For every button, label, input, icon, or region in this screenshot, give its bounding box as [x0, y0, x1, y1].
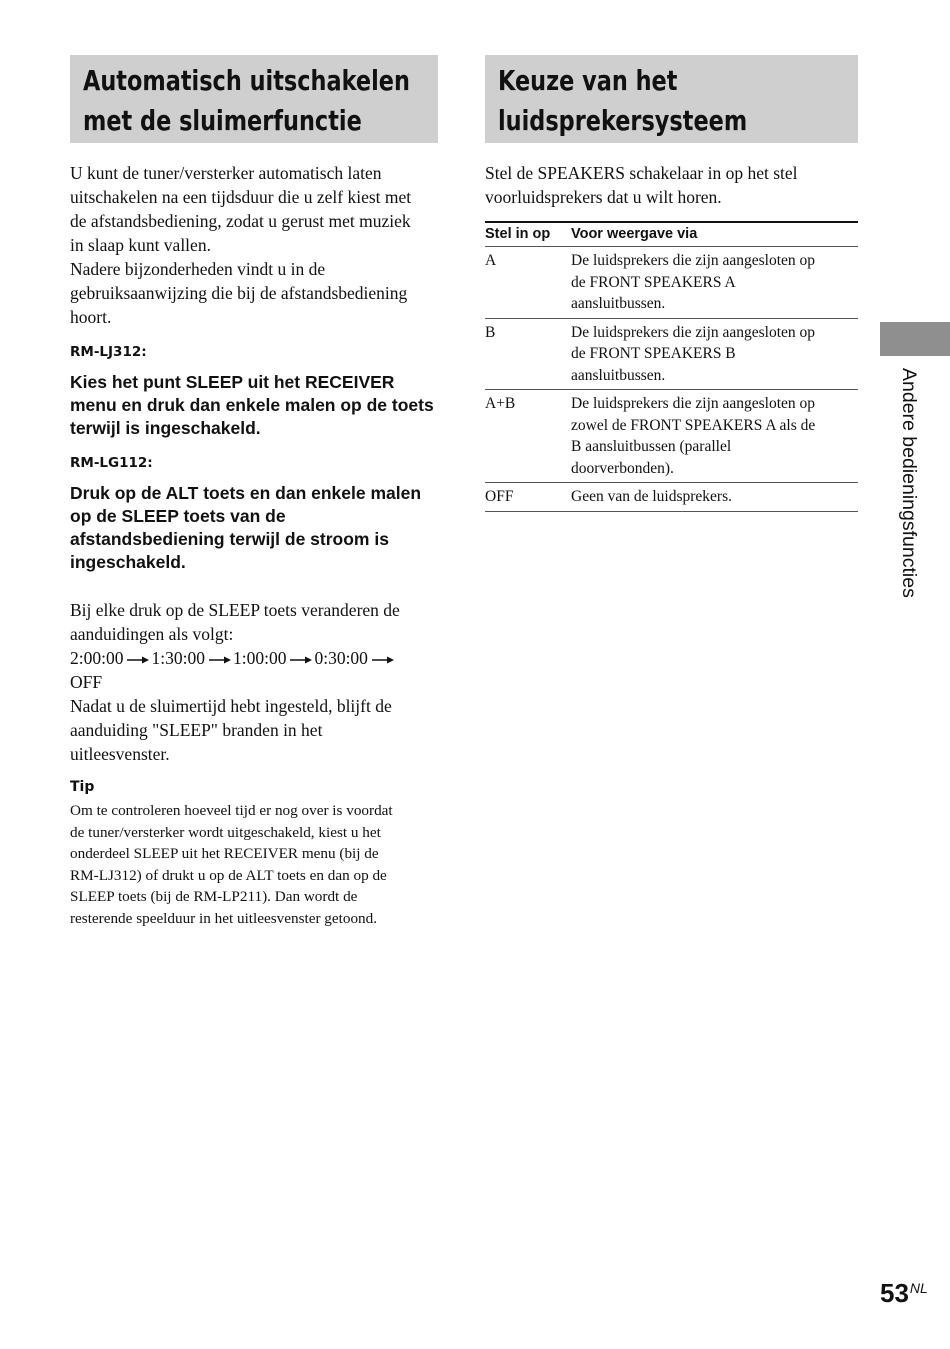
- setting-cell: OFF: [485, 483, 571, 512]
- right-column: [485, 55, 858, 512]
- text-line: uitleesvenster.: [70, 744, 170, 764]
- table-header-row: [485, 222, 858, 247]
- text-line: de FRONT SPEAKERS B: [571, 345, 736, 362]
- arrow-right-icon: [209, 655, 231, 665]
- text-line: resterende speelduur in het uitleesvenster getoond.: [70, 909, 378, 927]
- arrow-right-icon: [127, 655, 149, 665]
- chapter-side-label: [886, 368, 922, 633]
- text-line: aansluitbussen.: [571, 295, 666, 312]
- text-line: gebruiksaanwijzing die bij de afstandsbediening: [70, 283, 408, 303]
- text-line: De luidsprekers die zijn aangesloten op: [571, 323, 816, 341]
- text-line: Geen van de luidsprekers.: [571, 488, 732, 505]
- title-line-1: Automatisch uitschakelen: [83, 64, 410, 97]
- text-line: de afstandsbediening, zodat u gerust met muziek: [70, 211, 411, 231]
- instruction-lg112: Druk op de ALT toets en dan enkele malen op de SLEEP toets van de afstandsbediening terwijl de stroom is ingeschakeld.: [70, 483, 422, 572]
- sequence-step: 2:00:00: [70, 648, 124, 668]
- text-line: De luidsprekers die zijn aangesloten op: [571, 252, 816, 269]
- title-line-1: Keuze van het: [498, 64, 678, 97]
- sequence-step: 1:30:00: [151, 648, 205, 668]
- speakers-intro: [485, 161, 858, 209]
- text-line: B aansluitbussen (parallel: [571, 438, 732, 455]
- text-line: Bij elke druk op de SLEEP toets veranderen de: [70, 600, 400, 620]
- title-line-2: luidsprekersysteem: [498, 104, 748, 137]
- table-row: [485, 483, 858, 512]
- section-heading-sleep: [70, 55, 438, 143]
- text-line: voorluidsprekers dat u wilt horen.: [485, 187, 722, 207]
- text-line: De luidsprekers die zijn aangesloten op: [571, 395, 816, 412]
- text-line: doorverbonden).: [571, 459, 674, 477]
- section-heading-speakers: [485, 55, 858, 143]
- left-column: [70, 55, 438, 929]
- description-cell: [571, 247, 858, 319]
- chapter-side-text: Andere bedieningsfuncties: [898, 368, 920, 598]
- text-line: de tuner/versterker wordt uitgeschakeld, kiest u het: [70, 823, 381, 841]
- page-language-suffix: NL: [909, 1280, 928, 1296]
- remote-label-lg112: RM-LG112:: [70, 455, 153, 471]
- section-title-sleep: [83, 61, 426, 141]
- text-line: in slaap kunt vallen.: [70, 235, 211, 255]
- description-cell: [571, 390, 858, 483]
- sequence-step: 1:00:00: [232, 648, 287, 668]
- text-line: Nadat u de sluimertijd hebt ingesteld, blijft de: [70, 696, 392, 716]
- speaker-settings-table: [485, 221, 858, 512]
- remote-label-lj312: RM-LJ312:: [70, 344, 147, 360]
- sequence-step: 0:30:00: [314, 648, 368, 668]
- text-line: uitschakelen na een tijdsduur die u zelf kiest met: [70, 187, 412, 207]
- text-line: Om te controleren hoeveel tijd er nog over is voordat: [70, 802, 393, 819]
- intro-paragraph: [70, 161, 438, 329]
- text-line: Nadere bijzonderheden vindt u in de: [70, 259, 326, 279]
- text-line: hoort.: [70, 307, 112, 327]
- text-line: SLEEP toets (bij de RM-LP211). Dan wordt de: [70, 888, 358, 905]
- text-line: aanduiding "SLEEP" branden in het: [70, 720, 323, 740]
- text-line: onderdeel SLEEP uit het RECEIVER menu (bij de: [70, 845, 379, 862]
- tip-label: Tip: [70, 779, 95, 795]
- text-line: aanduidingen als volgt:: [70, 624, 234, 644]
- page-number-value: 53: [880, 1278, 909, 1308]
- setting-cell: A+B: [485, 390, 571, 483]
- column-header: Voor weergave via: [571, 222, 858, 247]
- arrow-right-icon: [290, 655, 312, 665]
- description-cell: [571, 318, 858, 390]
- text-line: de FRONT SPEAKERS A: [571, 273, 736, 291]
- table-row: [485, 247, 858, 319]
- sequence-step: OFF: [70, 672, 103, 692]
- text-line: aansluitbussen.: [571, 366, 666, 384]
- text-line: zowel de FRONT SPEAKERS A als de: [571, 416, 816, 434]
- text-line: Stel de SPEAKERS schakelaar in op het stel: [485, 163, 798, 183]
- sleep-sequence: [70, 648, 396, 692]
- section-title-speakers: [498, 61, 846, 141]
- setting-cell: B: [485, 318, 571, 390]
- arrow-right-icon: [372, 655, 394, 665]
- chapter-tab-marker: [880, 322, 950, 356]
- page-number: [880, 1278, 928, 1309]
- text-line: U kunt de tuner/versterker automatisch laten: [70, 163, 382, 183]
- table-row: [485, 318, 858, 390]
- text-line: RM-LJ312) of drukt u op de ALT toets en dan op de: [70, 866, 387, 884]
- description-cell: [571, 483, 858, 512]
- sleep-sequence-paragraph: [70, 598, 438, 766]
- table-row: [485, 390, 858, 483]
- title-line-2: met de sluimerfunctie: [83, 104, 362, 137]
- tip-text: [70, 800, 438, 929]
- instruction-lj312: Kies het punt SLEEP uit het RECEIVER menu en druk dan enkele malen op de toets terwijl is ingeschakeld.: [70, 372, 434, 438]
- column-header: Stel in op: [485, 222, 571, 247]
- setting-cell: A: [485, 247, 571, 319]
